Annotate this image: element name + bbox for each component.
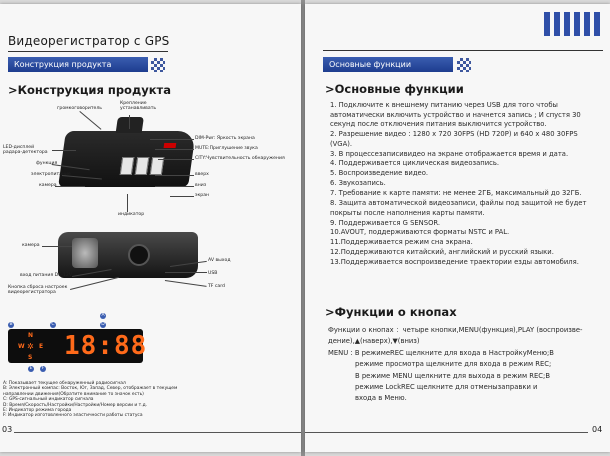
note-line: B: Электронный компас: Восток, Юг, Запад, Север, отображает в текущем: [3, 386, 178, 392]
right-page: [305, 4, 610, 452]
button-line: режиме LockREC щелкните для отменызаправки и: [355, 383, 538, 392]
button-line: В режиме MENU щелкните для выхода в режим REC;В: [355, 371, 550, 380]
label-up: вверх: [195, 172, 209, 177]
list-item: 12.Поддерживаются китайский, английский и русский языки.: [330, 248, 554, 257]
leader-line: [150, 139, 194, 140]
badge-a: A: [101, 313, 105, 318]
checker-decoration: [457, 58, 471, 72]
header-rule: [323, 50, 603, 51]
left-page: [0, 4, 301, 452]
compass-icon: [18, 333, 44, 359]
leader-line: [158, 159, 194, 160]
list-item: 4. Поддерживается циклическая видеозапись.: [330, 159, 500, 168]
badge-f: F: [41, 366, 45, 371]
label-speaker: громкоговоритель: [57, 106, 102, 111]
display-digits: 18:88: [64, 331, 148, 361]
label-av-out: AV выход: [208, 258, 231, 263]
list-item: 5. Воспроизведение видео.: [330, 169, 429, 178]
checker-decoration: [151, 58, 165, 72]
document-title: Видеорегистратор с GPS: [8, 34, 170, 48]
note-line: D: Время/Скорость/Настройки/Настройки/Номер версии и т.д.: [3, 402, 148, 408]
bottom-rule: [305, 432, 588, 433]
section-bar-construction: Конструкция продукта: [8, 57, 148, 72]
badge-d: D: [101, 322, 105, 327]
note-line: направлении движения(Обратите внимание то значок есть): [3, 391, 144, 397]
lens: [72, 238, 98, 268]
button-line: входа в Меню.: [355, 394, 407, 403]
page-number-right: 04: [592, 425, 603, 434]
leader-line: [55, 186, 85, 187]
leader-line: [165, 272, 207, 273]
display-notes: [3, 381, 193, 419]
section-bar-functions: Основные функции: [323, 57, 453, 72]
leader-line: [155, 175, 194, 176]
label-tf-card: TF card: [208, 284, 225, 289]
label-usb: USB: [208, 271, 218, 276]
button-line: MENU : В режимеREC щелкните для входа в НастройкуМеню;В: [328, 348, 554, 357]
leader-line: [127, 194, 128, 212]
compass-s: S: [28, 354, 33, 361]
list-item: 13.Поддерживается воспроизведение траектории езды автомобиля.: [330, 258, 579, 267]
list-item: 3. В процессезаписивидео на экране отображается время и дата.: [330, 149, 569, 158]
note-line: E: Индикатор режима города: [3, 408, 72, 414]
leader-line: [170, 196, 194, 197]
stripes-decoration: [544, 12, 600, 36]
compass-star-icon: ✲: [27, 342, 34, 351]
label-screen: экран: [195, 193, 210, 198]
label-power: электропитание: [31, 172, 71, 177]
label-reset: Кнопка сброса настроек видеорегистратора: [8, 285, 68, 296]
list-item: 1. Подключите к внешнему питанию через USB для того чтобы автоматически включить устройство и начнется запись ; И спустя 30 секунд после отключения питания выключится устройство.: [330, 101, 581, 129]
list-item: 8. Защита автоматической видеозаписи, файлы под защитой не будет покрыты после наполнения карты памяти.: [330, 199, 587, 217]
section-heading-buttons: >Функции о кнопах: [325, 305, 457, 319]
label-led-display: LED-дисплей радара-детектора: [3, 145, 48, 156]
label-mute: MUTE:Приглушение звука: [195, 146, 258, 151]
list-item: 6. Звукозапись.: [330, 179, 386, 188]
label-dim: DIM-Pwr: Яркость экрана: [195, 136, 255, 141]
leader-line: [42, 246, 72, 247]
badge-b: B: [9, 322, 13, 327]
button-line: дение),▲(наверх),▼(вниз): [328, 337, 420, 346]
list-item: 10.AVOUT, поддерживаются форматы NSTC и PAL.: [330, 228, 510, 237]
list-item: 2. Разрешение видео : 1280 x 720 30FPS (HD 720P) и 640 x 480 30FPS (VGA).: [330, 130, 578, 148]
knob: [128, 244, 150, 266]
red-led: [164, 143, 177, 148]
badge-e: E: [29, 366, 33, 371]
button-line: Функции о кнопах ：четыре кнопки,MENU(функция),PLAY (воспроизве-: [328, 326, 583, 334]
label-down: вниз: [195, 183, 207, 188]
page-number-left: 03: [2, 425, 13, 434]
list-item: 9. Поддерживается G SENSOR.: [330, 218, 441, 227]
title-underline: [8, 51, 168, 52]
note-line: F: Индикатор изготовленного эластичности работы статуса: [3, 413, 143, 419]
label-camera-bottom: камера: [22, 243, 40, 248]
label-camera-top: камера: [39, 183, 57, 188]
buttons-description: [328, 325, 598, 405]
note-line: A: Показывает текущее обнаруженный радиосигнал: [3, 381, 126, 386]
badge-c: C: [51, 322, 55, 327]
leader-line: [52, 150, 76, 151]
section-heading-functions: >Основные функции: [325, 82, 464, 96]
leader-line: [79, 111, 101, 130]
label-dc-input: вход питания DC-12V: [20, 273, 72, 278]
leader-line: [155, 186, 194, 187]
note-line: C: GPS-сигнальный индикатор сигнала: [3, 397, 94, 403]
leader-line: [155, 149, 194, 150]
compass-e: E: [39, 343, 44, 350]
label-function: функция: [36, 161, 58, 166]
label-city: CITY:Чувствительность обнаружения: [195, 156, 285, 161]
compass-n: N: [28, 332, 34, 339]
led-display-panel: [8, 329, 148, 363]
leader-line: [70, 277, 119, 290]
list-item: 11.Поддерживается режим сна экрана.: [330, 238, 473, 247]
button-line: режиме просмотра щелкните для входа в режим REC;: [355, 360, 552, 369]
label-indicator: индикатор: [118, 212, 145, 217]
leader-line: [129, 115, 130, 129]
section-heading-construction: >Конструкция продукта: [8, 83, 171, 97]
functions-list: [330, 101, 598, 268]
leader-line: [165, 280, 207, 287]
compass-w: W: [18, 343, 25, 350]
bottom-rule: [14, 432, 301, 433]
list-item: 7. Требование к карте памяти: не менее 2ГБ, максимальный до 32ГБ.: [330, 189, 582, 198]
label-mount: Крепление устанавливать: [120, 101, 157, 112]
